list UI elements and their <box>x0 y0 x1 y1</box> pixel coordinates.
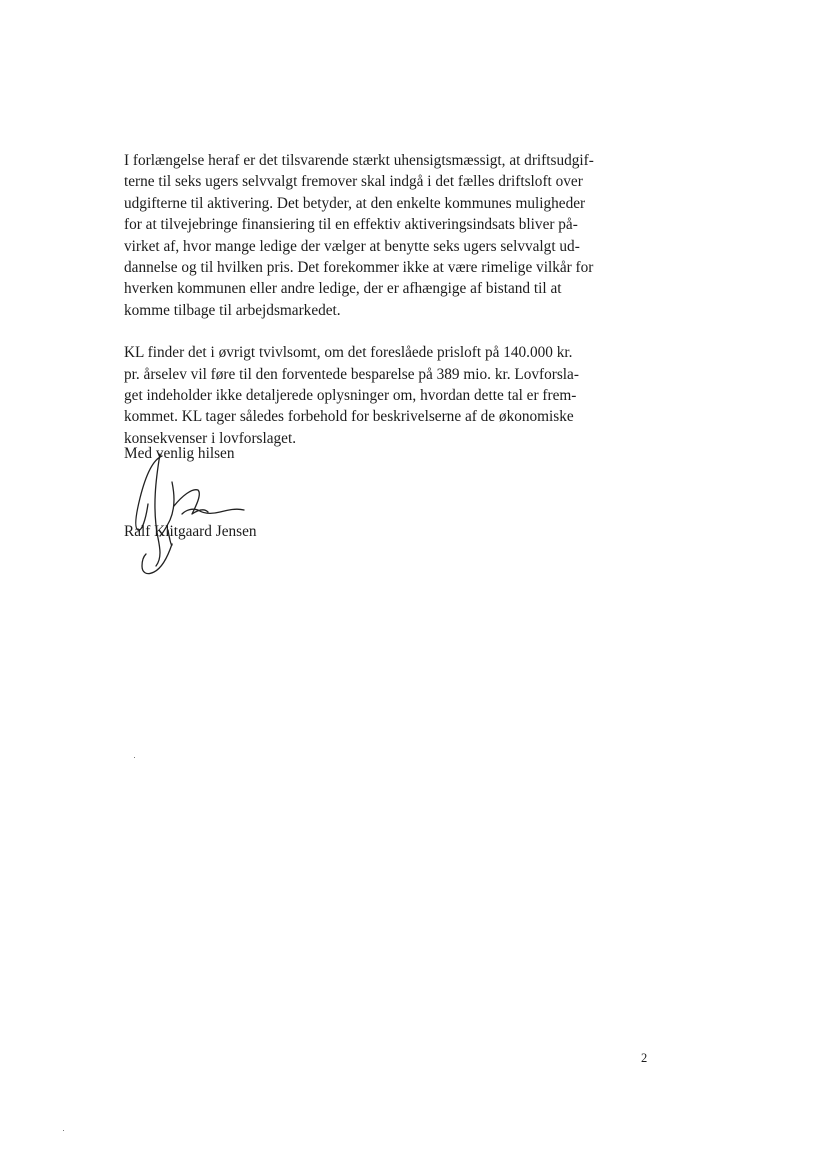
text-line: dannelse og til hvilken pris. Det forekommer ikke at være rimelige vilkår for <box>124 259 594 277</box>
text-line: terne til seks ugers selvvalgt fremover skal indgå i det fælles driftsloft over <box>124 173 583 191</box>
text-line: KL finder det i øvrigt tvivlsomt, om det foreslåede prisloft på 140.000 kr. <box>124 344 573 362</box>
text-line: I forlængelse heraf er det tilsvarende stærkt uhensigtsmæssigt, at driftsudgif- <box>124 152 594 169</box>
text-line: pr. årselev vil føre til den forventede besparelse på 389 mio. kr. Lovforsla- <box>124 365 579 383</box>
scan-speck <box>134 757 135 758</box>
text-line: konsekvenser i lovforslaget. <box>124 429 297 447</box>
signer-name: Ralf Klitgaard Jensen <box>124 523 257 540</box>
text-line: kommet. KL tager således forbehold for beskrivelserne af de økonomiske <box>124 408 574 426</box>
paragraph-prisloft <box>124 342 624 449</box>
text-line: udgifterne til aktivering. Det betyder, at den enkelte kommunes muligheder <box>124 194 586 212</box>
text-line: hverken kommunen eller andre ledige, der er afhængige af bistand til at <box>124 280 562 298</box>
text-line: get indeholder ikke detaljerede oplysninger om, hvordan dette tal er frem- <box>124 387 577 405</box>
paragraph-driftsloft <box>124 150 624 321</box>
page-number: 2 <box>641 1051 648 1065</box>
handwritten-signature <box>112 448 272 583</box>
text-line: for at tilvejebringe finansiering til en effektiv aktiveringsindsats bliver på- <box>124 216 578 234</box>
letter-body <box>124 150 624 470</box>
text-line: virket af, hvor mange ledige der vælger at benytte seks ugers selvvalgt ud- <box>124 237 580 255</box>
scan-speck <box>63 1130 64 1131</box>
closing-salutation: Med venlig hilsen <box>124 445 235 462</box>
text-line: komme tilbage til arbejdsmarkedet. <box>124 301 341 319</box>
